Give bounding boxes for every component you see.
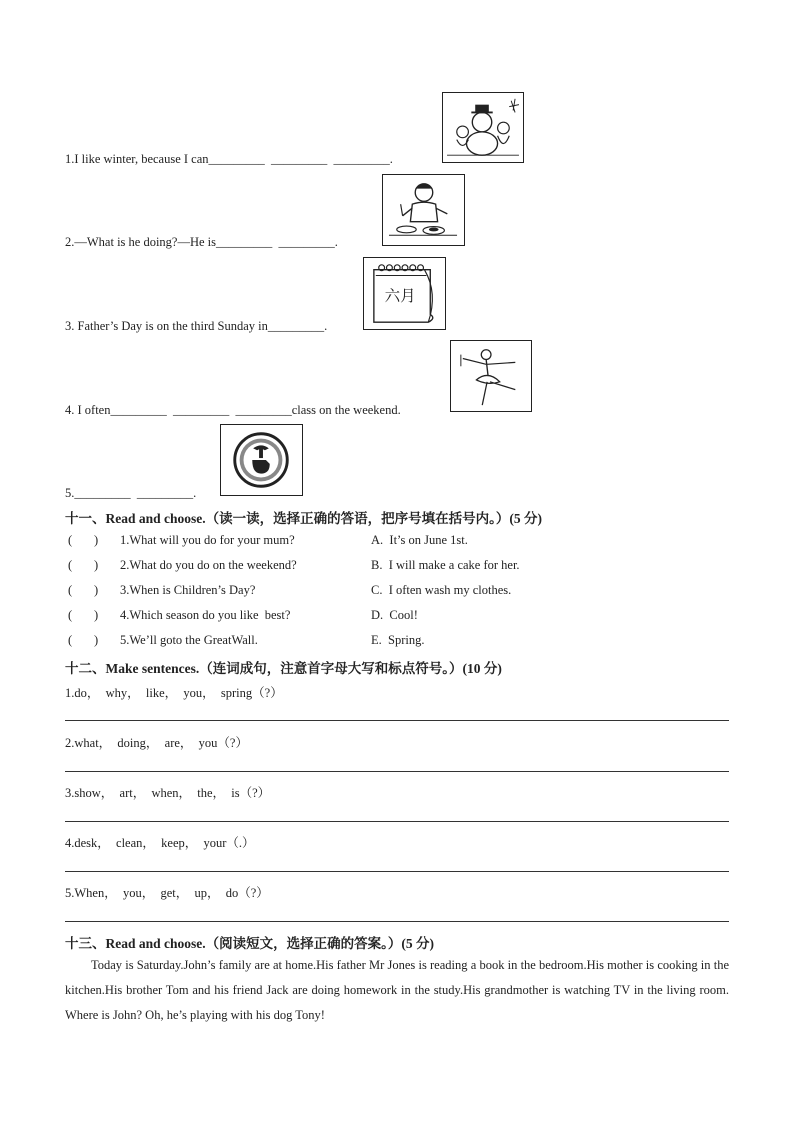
answer-paren[interactable]: ( ) bbox=[68, 608, 99, 622]
fill-in-item-1: 1.I like winter, because I can_________ _________ _________. bbox=[65, 152, 393, 166]
answer-option: E. Spring. bbox=[371, 633, 425, 647]
sentence-words-4: 4.desk， clean， keep， your（.） bbox=[65, 836, 255, 850]
answer-line-5[interactable] bbox=[65, 921, 729, 922]
fill-in-item-5: 5._________ _________. bbox=[65, 486, 197, 500]
fill-in-item-4: 4. I often_________ _________ _________class on the weekend. bbox=[65, 403, 401, 417]
answer-option: C. I often wash my clothes. bbox=[371, 583, 512, 597]
eating-boy-picture bbox=[382, 174, 465, 246]
answer-option: A. It’s on June 1st. bbox=[371, 533, 468, 547]
sentence-words-1: 1.do， why， like， you， spring（?） bbox=[65, 686, 283, 700]
question-text: 3.When is Children’s Day? bbox=[120, 583, 256, 597]
ballet-dancer-picture bbox=[450, 340, 532, 412]
question-text: 2.What do you do on the weekend? bbox=[120, 558, 297, 572]
ballet-dancer-icon bbox=[451, 341, 531, 411]
calendar-picture bbox=[363, 257, 446, 330]
question-text: 4.Which season do you like best? bbox=[120, 608, 291, 622]
question-text: 5.We’ll goto the GreatWall. bbox=[120, 633, 258, 647]
answer-option: D. Cool! bbox=[371, 608, 418, 622]
sentence-words-5: 5.When， you， get， up， do（?） bbox=[65, 886, 269, 900]
reading-passage bbox=[65, 953, 729, 1028]
fill-in-item-2: 2.—What is he doing?—He is_________ _________. bbox=[65, 235, 338, 249]
snow-family-picture bbox=[442, 92, 524, 163]
section-11-title: 十一、Read and choose.（读一读，选择正确的答语，把序号填在括号内。）(5 分) bbox=[65, 511, 543, 526]
section-12-title: 十二、Make sentences.（连词成句，注意首字母大写和标点符号。）(10 分) bbox=[65, 661, 502, 676]
answer-line-4[interactable] bbox=[65, 871, 729, 872]
eating-boy-icon bbox=[383, 175, 464, 245]
answer-paren[interactable]: ( ) bbox=[68, 583, 99, 597]
answer-line-3[interactable] bbox=[65, 821, 729, 822]
calendar-month-label: 六月 bbox=[384, 286, 416, 305]
answer-paren[interactable]: ( ) bbox=[68, 533, 99, 547]
section-13-title: 十三、Read and choose.（阅读短文，选择正确的答案。）(5 分) bbox=[65, 936, 435, 951]
answer-line-2[interactable] bbox=[65, 771, 729, 772]
answer-paren[interactable]: ( ) bbox=[68, 558, 99, 572]
sentence-words-2: 2.what， doing， are， you（?） bbox=[65, 736, 248, 750]
quiet-sign-picture bbox=[220, 424, 303, 496]
quiet-sign-icon bbox=[221, 425, 302, 495]
answer-option: B. I will make a cake for her. bbox=[371, 558, 520, 572]
reading-passage-text: Today is Saturday.John’s family are at home.His father Mr Jones is reading a book in the bedroom.His mother is cooking in the kitchen.His brother Tom and his friend Jack are doing homework in the study.His grandmother is watching TV in the living room. Where is John? Oh, he’s playing with his dog Tony! bbox=[65, 958, 729, 1022]
question-text: 1.What will you do for your mum? bbox=[120, 533, 295, 547]
calendar-icon bbox=[364, 258, 445, 329]
sentence-words-3: 3.show， art， when， the， is（?） bbox=[65, 786, 271, 800]
answer-paren[interactable]: ( ) bbox=[68, 633, 99, 647]
snow-family-icon bbox=[443, 93, 523, 162]
fill-in-item-3: 3. Father’s Day is on the third Sunday in_________. bbox=[65, 319, 328, 333]
answer-line-1[interactable] bbox=[65, 720, 729, 721]
